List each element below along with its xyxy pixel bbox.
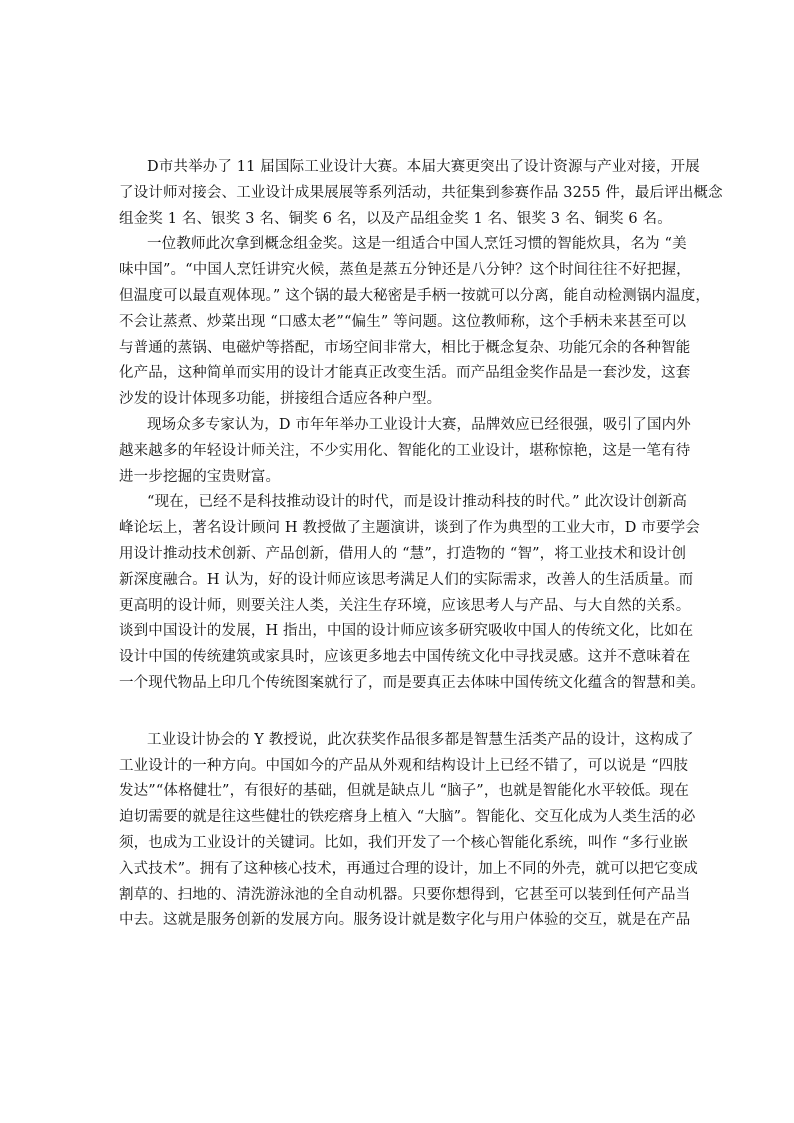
text-line: 工业设计的一种方向。中国如今的产品从外观和结构设计上已经不错了，可以说是 “四肢 — [119, 757, 689, 774]
text-line: 更高明的设计师，则要关注人类，关注生存环境，应该思考人与产品、与大自然的关系。 — [119, 597, 691, 614]
text-line: 沙发的设计体现多功能，拼接组合适应各种户型。 — [119, 391, 442, 408]
text-line: 一个现代物品上印几个传统图案就行了，而是要真正去体味中国传统文化蕴含的智慧和美。 — [119, 674, 705, 691]
paragraph-gap — [119, 697, 675, 728]
text-line: 但温度可以最直观体现。” 这个锅的最大秘密是手柄一按就可以分离，能自动检测锅内温度， — [119, 287, 711, 304]
text-line: 新深度融合。H 认为，好的设计师应该思考满足人们的实际需求，改善人的生活质量。而 — [119, 571, 694, 588]
text-line: 发达”“体格健壮”，有很好的基础，但就是缺点儿 “脑子”，也就是智能化水平较低。现在 — [119, 783, 689, 800]
text-line: 须，也成为工业设计的关键词。比如，我们开发了一个核心智能化系统，叫作 “多行业嵌 — [119, 834, 689, 851]
text-line: 进一步挖掘的宝贵财富。 — [119, 468, 281, 485]
text-line: 与普通的蒸锅、电磁炉等搭配，市场空间非常大，相比于概念复杂、功能冗余的各种智能 — [119, 339, 691, 356]
text-line: 越来越多的年轻设计师关注，不少实用化、智能化的工业设计，堪称惊艳，这是一笔有待 — [119, 442, 691, 459]
text-line: 入式技术”。拥有了这种核心技术，再通过合理的设计，加上不同的外壳，就可以把它变成 — [119, 860, 698, 877]
paragraph-1 — [119, 155, 723, 232]
text-line: D市共举办了 11 届国际工业设计大赛。本届大赛更突出了设计资源与产业对接，开展 — [147, 159, 700, 175]
text-line: 了设计师对接会、工业设计成果展展等系列活动，共征集到参赛作品 3255 件，最后评出概念 — [119, 184, 723, 201]
paragraph-2 — [119, 232, 711, 413]
text-line: 割草的、扫地的、清洗游泳池的全自动机器。只要你想得到，它甚至可以装到任何产品当 — [119, 886, 691, 903]
text-line: 设计中国的传统建筑或家具时，应该更多地去中国传统文化中寻找灵感。这并不意味着在 — [119, 649, 691, 666]
text-line: 工业设计协会的 Y 教授说，此次获奖作品很多都是智慧生活类产品的设计，这构成了 — [147, 731, 694, 748]
text-line: 不会让蒸煮、炒菜出现 “口感太老”“偏生” 等问题。这位教师称，这个手柄未来甚至可以 — [119, 313, 687, 330]
paragraph-5 — [119, 728, 698, 934]
text-line: 一位教师此次拿到概念组金奖。这是一组适合中国人烹饪习惯的智能炊具，名为 “美 — [147, 236, 687, 253]
paragraph-4 — [119, 490, 705, 696]
text-line: 现场众多专家认为，D 市年年举办工业设计大赛，品牌效应已经很强，吸引了国内外 — [147, 416, 691, 433]
text-line: 峰论坛上，著名设计顾问 H 教授做了主题演讲，谈到了作为典型的工业大市，D 市要学会 — [119, 520, 700, 537]
text-line: 迫切需要的就是往这些健壮的铁疙瘩身上植入 “大脑”。智能化、交互化成为人类生活的必 — [119, 809, 696, 826]
text-line: 中去。这就是服务创新的发展方向。服务设计就是数字化与用户体验的交互，就是在产品 — [119, 912, 691, 929]
paragraph-3 — [119, 413, 691, 490]
text-line: 组金奖 1 名、银奖 3 名、铜奖 6 名，以及产品组金奖 1 名、银奖 3 名、铜奖 6 名。 — [119, 210, 672, 227]
text-line: 用设计推动技术创新、产品创新，借用人的 “慧”，打造物的 “智”，将工业技术和设计创 — [119, 545, 687, 562]
text-line: 谈到中国设计的发展，H 指出，中国的设计师应该多研究吸收中国人的传统文化，比如在 — [119, 623, 694, 640]
text-line: “现在，已经不是科技推动设计的时代，而是设计推动科技的时代。” 此次设计创新高 — [147, 494, 688, 511]
text-line: 味中国”。“中国人烹饪讲究火候，蒸鱼是蒸五分钟还是八分钟？这个时间往往不好把握， — [119, 262, 691, 279]
article-body — [119, 155, 723, 934]
text-line: 化产品，这种简单而实用的设计才能真正改变生活。而产品组金奖作品是一套沙发，这套 — [119, 365, 691, 382]
